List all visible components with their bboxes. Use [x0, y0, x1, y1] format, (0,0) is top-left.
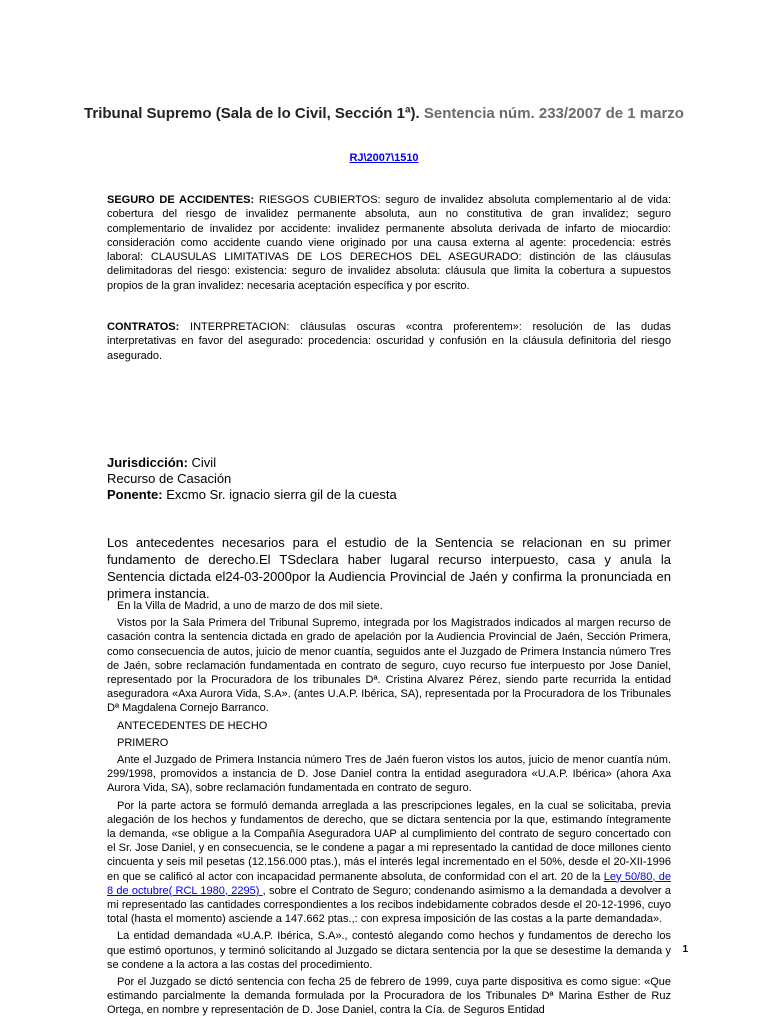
keyword-text: INTERPRETACION: cláusulas oscuras «contra proferentem»: resolución de las dudas interpretativas en favor del asegurado: procedencia: oscuridad y confusión en la cláusula definitoria del riesgo asegurado.: [107, 321, 671, 362]
keyword-label: CONTRATOS:: [107, 321, 180, 333]
document-title: [80, 104, 688, 123]
body-text-segment: Por la parte actora se formuló demanda arreglada a las prescripciones legales, en la cual se solicitaba, previa alegación de los hechos y fundamentos de derecho, que se dictara sentencia por la que, estimando íntegramente la demanda, «se obligue a la Compañía Aseguradora UAP al cumplimiento del contrato de seguro concertado con el Sr. Jose Daniel, y en consecuencia, se le condene a pagar a mi representado la cantidad de doce millones ciento cincuenta y seis mil pesetas (12.156.000 ptas.), más el interés legal incrementado en el 50%, desde el 20-XII-1996 en que se calificó al actor con incapacidad permanente absoluta, de conformidad con el art. 20 de la: [107, 799, 671, 883]
ponente-value: Excmo Sr. ignacio sierra gil de la cuesta: [162, 487, 397, 502]
case-meta: [107, 455, 671, 503]
ponente-line: [107, 487, 671, 503]
keywords-block-1: [107, 193, 671, 293]
sentence-body: [107, 599, 671, 1021]
page-number: 1: [682, 944, 688, 955]
jurisdiction-line: [107, 455, 671, 471]
body-paragraph: Ante el Juzgado de Primera Instancia número Tres de Jaén fueron vistos los autos, juicio de menor cuantía núm. 299/1998, promovidos a instancia de D. Jose Daniel contra la entidad aseguradora «U.A.P. Ibérica» (ahora Axa Aurora Vida, SA), sobre reclamación fundamentada en contrato de seguro.: [107, 754, 671, 795]
reference-link[interactable]: RJ\2007\1510: [349, 152, 419, 164]
body-paragraph: [107, 799, 671, 927]
keyword-text: RIESGOS CUBIERTOS: seguro de invalidez absoluta complementario al de vida: cobertura del riesgo de invalidez permanente absoluta, aun no constitutiva de gran invalidez; seguro complementario de invalidez por accidente: invalidez permanente absoluta derivada de infarto de miocardio: consideración como accidente cuando viene originado por una causa externa al agente: procedencia: estrés laboral: CLAUSULAS LIMITATIVAS DE LOS DERECHOS DEL ASEGURADO: distinción de las cláusulas delimitadoras del riesgo: existencia: seguro de invalidez absoluta: cláusula que limita la cobertura a supuestos propios de la gran invalidez: necesaria aceptación específica y por escrito.: [107, 194, 671, 292]
reference-line: [80, 152, 688, 164]
ponente-label: Ponente:: [107, 487, 163, 502]
sentence-number: Sentencia núm. 233/2007 de 1 marzo: [423, 105, 684, 122]
body-paragraph: La entidad demandada «U.A.P. Ibérica, S.A»., contestó alegando como hechos y fundamentos de derecho los que estimó oportunos, y terminó solicitando al Juzgado se dictara sentencia por la que se desestime la demanda y se condene a la actora a las costas del procedimiento.: [107, 930, 671, 971]
recurso-line: Recurso de Casación: [107, 471, 232, 486]
body-paragraph: En la Villa de Madrid, a uno de marzo de dos mil siete.: [117, 600, 383, 612]
section-heading: ANTECEDENTES DE HECHO: [117, 719, 268, 732]
body-paragraph: Vistos por la Sala Primera del Tribunal Supremo, integrada por los Magistrados indicados al margen recurso de casación contra la sentencia dictada en grado de apelación por la Audiencia Provincial de Jaén, Sección Primera, como consecuencia de autos, juicio de menor cuantía, seguidos ante el Juzgado de Primera Instancia número Tres de Jaén, sobre reclamación fundamentada en contrato de seguro, cuyo recurso fue interpuesto por Jose Daniel, representado por la Procuradora de los tribunales Dª. Cristina Alvarez Pérez, siendo parte recurrida la entidad aseguradora «Axa Aurora Vida, S.A». (antes U.A.P. Ibérica, SA), representada por la Procuradora de los Tribunales Dª Magdalena Cornejo Barranco.: [107, 617, 671, 715]
keywords-block-2: [107, 320, 671, 363]
law-reference-link[interactable]: Ley 50/80, de 8 de octubre( RCL 1980, 2295): [107, 870, 671, 897]
jurisdiction-label: Jurisdicción:: [107, 455, 188, 470]
section-subheading: PRIMERO: [117, 736, 169, 749]
summary-paragraph: Los antecedentes necesarios para el estudio de la Sentencia se relacionan en su primer fundamento de derecho.El TSdeclara haber lugaral recurso interpuesto, casa y anula la Sentencia dictada el24-03-2000por la Audiencia Provincial de Jaén y confirma la pronunciada en primera instancia.: [107, 535, 671, 601]
jurisdiction-value: Civil: [187, 455, 217, 470]
body-paragraph: Por el Juzgado se dictó sentencia con fecha 25 de febrero de 1999, cuya parte dispositiva es como sigue: «Que estimando parcialmente la demanda formulada por la Procuradora de los Tribunales Dª Marina Esther de Ruz Ortega, en nombre y representación de D. Jose Daniel, contra la Cía. de Seguros Entidad: [107, 976, 671, 1017]
court-name: Tribunal Supremo (Sala de lo Civil, Sección 1ª).: [84, 105, 420, 122]
keyword-label: SEGURO DE ACCIDENTES:: [107, 194, 255, 206]
body-text-segment: , sobre el Contrato de Seguro; condenando asimismo a la demandada a devolver a mi representado las cantidades correspondientes a los recibos indebidamente cobrados desde el 20-12-1996, cuyo total (hasta el momento) asciende a 147.662 ptas.,: con expresa imposición de las costas a la parte demandada».: [107, 884, 671, 926]
